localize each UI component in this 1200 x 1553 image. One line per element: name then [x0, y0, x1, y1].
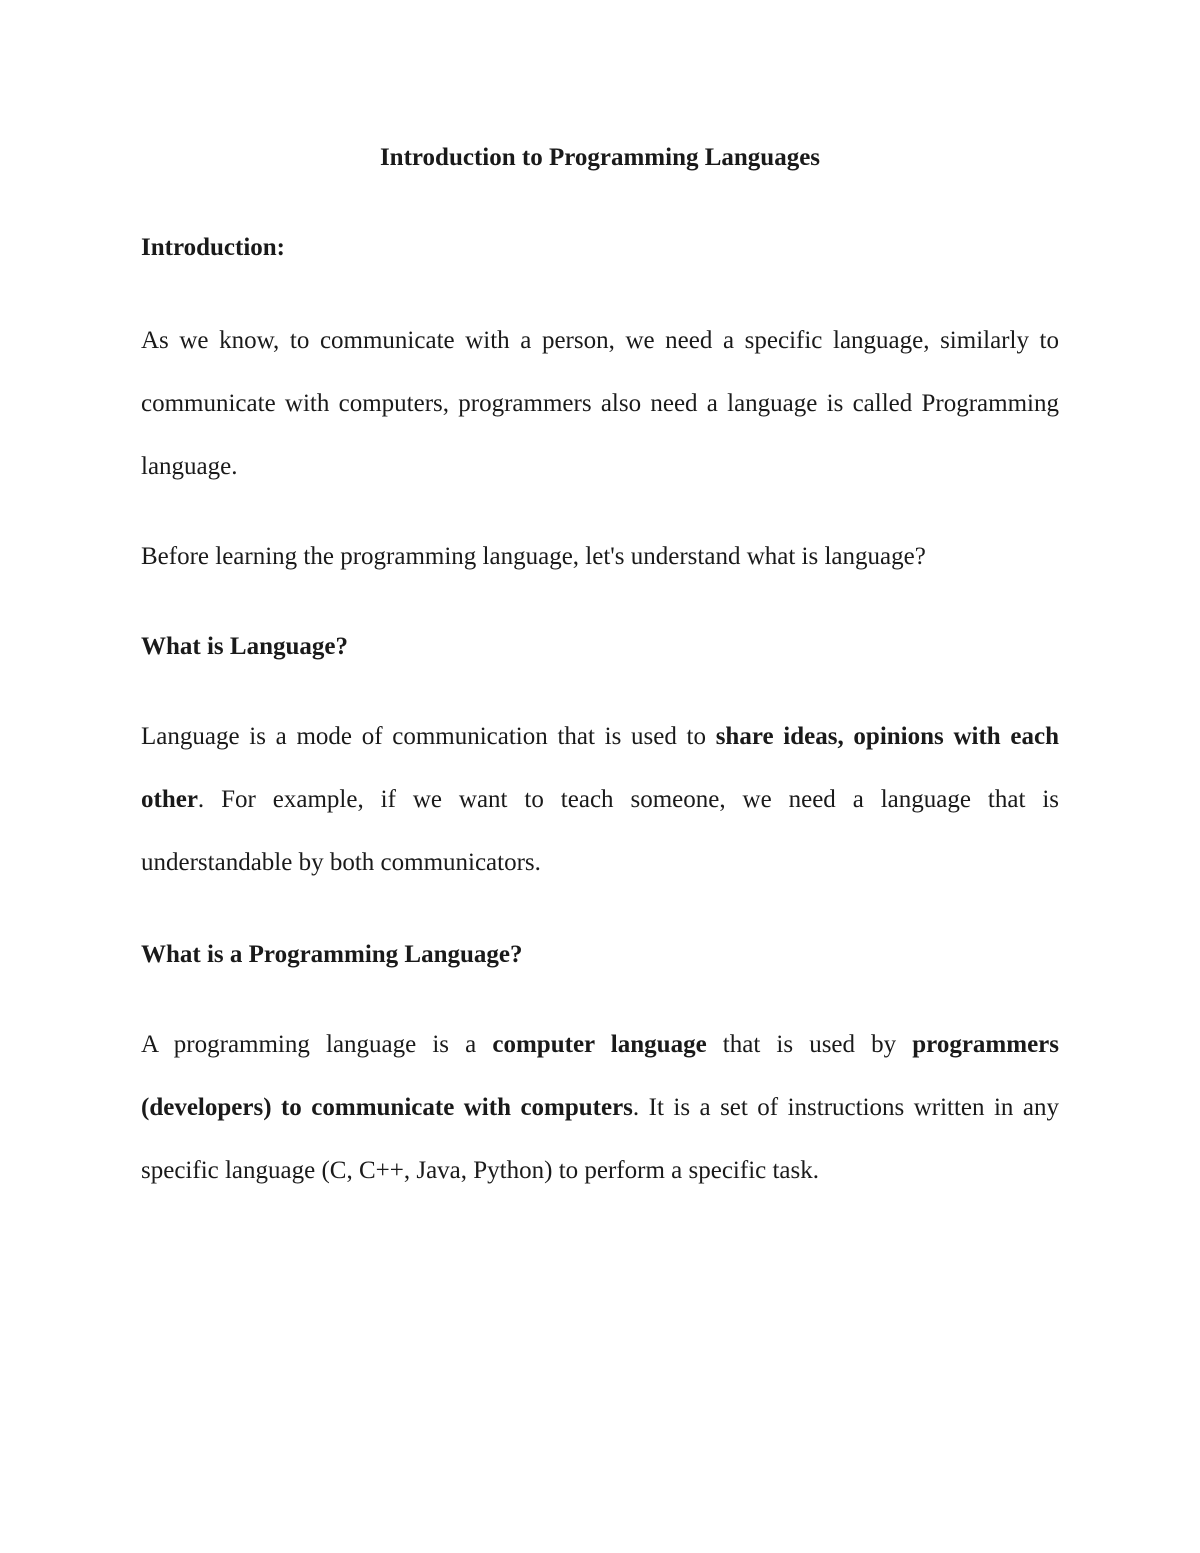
bold-phrase-computer-language: computer language — [492, 1031, 707, 1058]
section-heading-introduction: Introduction: — [141, 234, 286, 261]
paragraph-text: . For example, if we want to teach someone, we need a language that is understandable by both communicators. — [141, 786, 1059, 876]
paragraph-what-is-programming-language — [141, 1013, 1059, 1202]
paragraph-text: A programming language is a — [141, 1031, 493, 1058]
paragraph-before-learning: Before learning the programming language, let's understand what is language? — [141, 543, 926, 570]
paragraph-introduction: As we know, to communicate with a person, we need a specific language, similarly to communicate with computers, programmers also need a language is called Programming language. — [141, 327, 1059, 480]
bold-phrase-programmers: programmers (developers) to communicate with computers — [141, 1031, 1059, 1121]
document-title: Introduction to Programming Languages — [379, 144, 821, 171]
section-heading-what-is-programming-language: What is a Programming Language? — [141, 941, 523, 968]
paragraph-text: that is used by — [706, 1031, 913, 1058]
paragraph-text: . It is a set of instructions written in any specific language (C, C++, Java, Python) to perform a specific task. — [141, 1094, 1059, 1184]
paragraph-what-is-language — [141, 705, 1059, 894]
section-heading-what-is-language: What is Language? — [141, 633, 348, 660]
bold-phrase-share-ideas: share ideas, opinions with each other — [141, 723, 1059, 813]
paragraph-text: Language is a mode of communication that is used to — [141, 723, 716, 750]
